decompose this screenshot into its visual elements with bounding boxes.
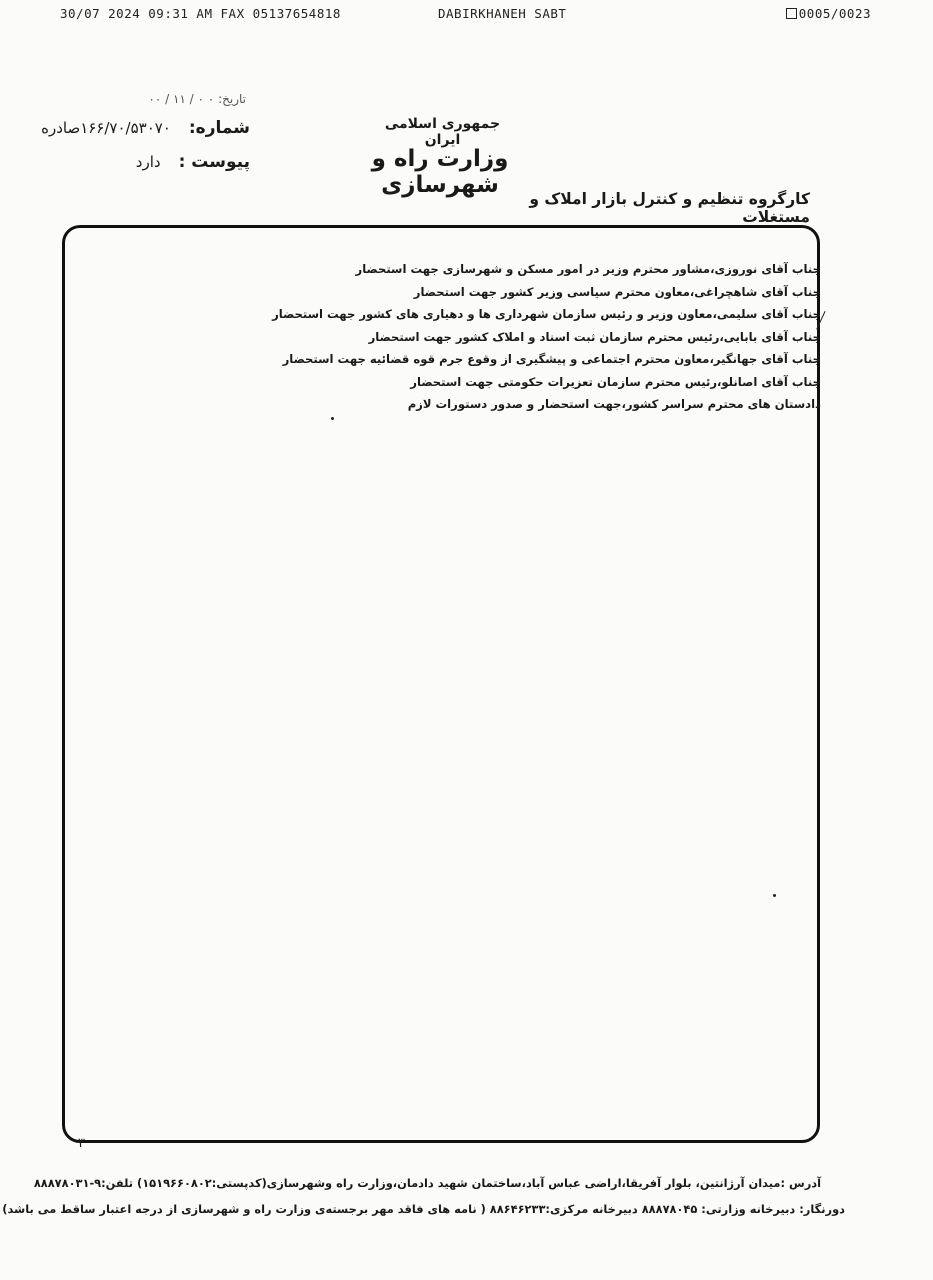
recipient-line: جناب آقای نوروزی،مشاور محترم وزیر در امور مسکن و شهرسازی جهت استحضار: [355, 262, 821, 276]
fax-page-counter: [786, 6, 871, 21]
date-label: تاریخ:: [218, 92, 246, 106]
republic-heading: جمهوری اسلامی ایران: [384, 116, 501, 148]
workgroup-heading: کارگروه تنظیم و کنترل بازار املاک و مستغلات: [529, 190, 810, 226]
date-value: ۰ ۰ / ۱۱ / ۰۰: [148, 92, 215, 106]
letter-number: [41, 118, 250, 138]
fax-timestamp: 30/07 2024 09:31 AM FAX 05137654818: [60, 6, 341, 21]
footer-address: آدرس :میدان آرژانتین، بلوار آفریقا،اراضی عباس آباد،ساختمان شهید دادمان،وزارت راه وشهرسازی(کدپستی:۱۵۱۹۶۶۰۸۰۲) تلفن:۹-۸۸۸۷۸۰۳۱: [33, 1176, 821, 1190]
recipient-line: دادستان های محترم سراسر کشور،جهت استحضار و صدور دستورات لازم: [407, 397, 821, 411]
recipient-line: جناب آقای اصانلو،رئیس محترم سازمان تعزیرات حکومتی جهت استحضار: [410, 374, 821, 389]
fax-sender: DABIRKHANEH SABT: [438, 6, 567, 21]
checkbox-icon: [786, 8, 797, 19]
attachment-value: دارد: [135, 153, 161, 171]
footer-contact: دورنگار: دبیرخانه وزارتی: ۸۸۸۷۸۰۴۵ دبیرخانه مرکزی:۸۸۶۴۶۲۳۳ ( نامه های فاقد مهر برجسته‌ی وزارت راه و شهرسازی از درجه اعتبار ساقط می باشد): [2, 1202, 845, 1216]
recipient-line: جناب آقای سلیمی،معاون وزیر و رئیس سازمان شهرداری ها و دهیاری های کشور جهت استحضار: [272, 307, 821, 321]
speck: [773, 894, 776, 897]
recipient-line: جناب آقای بابایی،رئیس محترم سازمان ثبت اسناد و املاک کشور جهت استحضار: [368, 329, 821, 344]
recipient-line: جناب آقای شاهچراغی،معاون محترم سیاسی وزیر کشور جهت استحضار: [413, 284, 821, 299]
page-number: ۳: [78, 1136, 85, 1151]
number-label: شماره:: [188, 118, 250, 138]
ministry-heading: وزارت راه و شهرسازی: [371, 146, 509, 198]
number-value: ۱۶۶/۷۰/۵۳۰۷۰صادره: [41, 119, 171, 137]
fax-page: 0005/0023: [798, 6, 871, 21]
letter-attachment: [100, 152, 250, 172]
speck: [331, 417, 334, 420]
attachment-label: پیوست :: [178, 152, 250, 172]
recipient-line: جناب آقای جهانگیر،معاون محترم اجتماعی و پیشگیری از وقوع جرم قوه قضائیه جهت استحضار: [282, 352, 821, 366]
letter-date: [76, 92, 246, 106]
recipient-list: [272, 258, 821, 416]
